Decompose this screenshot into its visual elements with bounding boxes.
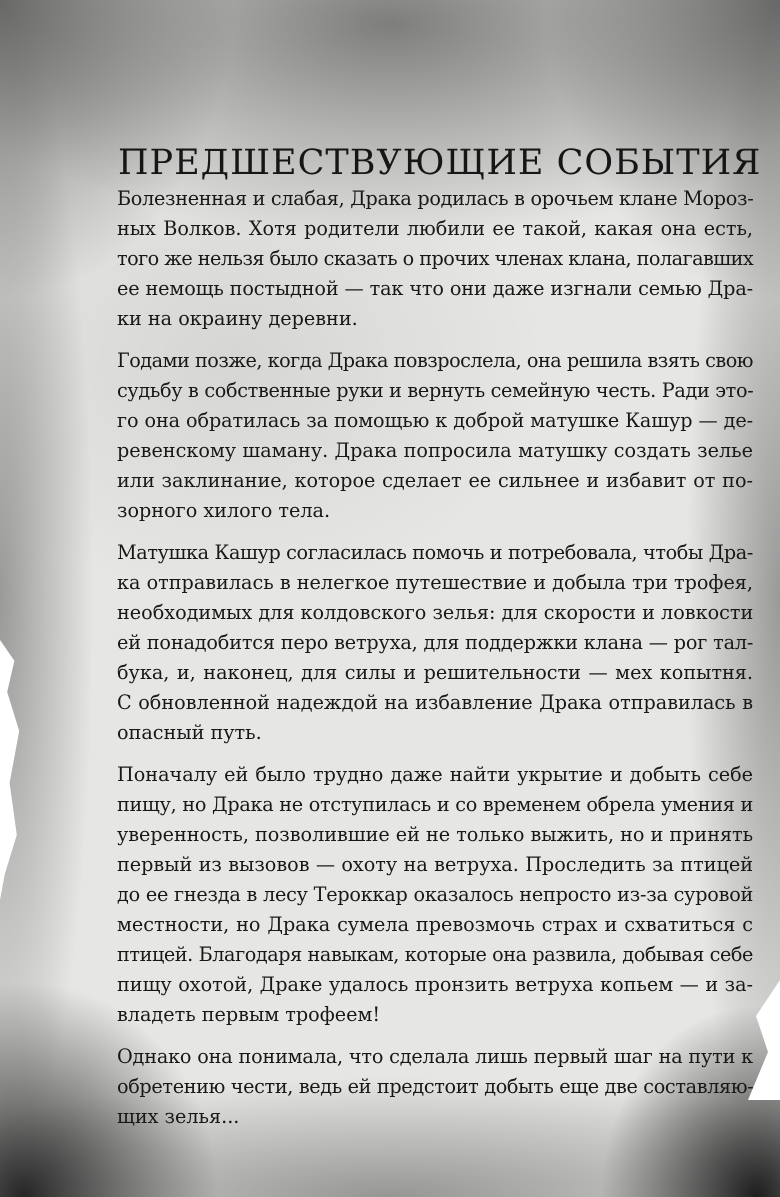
story-text xyxy=(117,184,753,1144)
text-line: опасный путь. xyxy=(117,721,262,744)
text-line: ее немощь постыдной — так что они даже изгнали семью Дра- xyxy=(117,277,753,300)
paragraph xyxy=(117,538,753,748)
text-line: ревенскому шаману. Драка попросила матушку создать зелье xyxy=(117,439,753,462)
text-line: Поначалу ей было трудно даже найти укрытие и добыть себе xyxy=(117,763,753,786)
text-line: пищу охотой, Драке удалось пронзить ветруха копьем — и за- xyxy=(117,973,753,996)
text-line: Годами позже, когда Драка повзрослела, она решила взять свою xyxy=(117,349,753,372)
text-line: местности, но Драка сумела превозмочь страх и схватиться с xyxy=(117,913,753,936)
paragraph xyxy=(117,760,753,1030)
text-line: щих зелья... xyxy=(117,1105,240,1128)
text-line: С обновленной надеждой на избавление Драка отправилась в xyxy=(117,691,753,714)
text-line: того же нельзя было сказать о прочих членах клана, полагавших xyxy=(117,247,754,270)
text-line: необходимых для колдовского зелья: для скорости и ловкости xyxy=(117,601,754,624)
text-line: судьбу в собственные руки и вернуть семейную честь. Ради это- xyxy=(117,379,754,402)
paragraph xyxy=(117,346,753,526)
text-line: пищу, но Драка не отступилась и со временем обрела умения и xyxy=(117,793,753,816)
text-line: го она обратилась за помощью к доброй матушке Кашур — де- xyxy=(117,409,753,432)
text-line: первый из вызовов — охоту на ветруха. Проследить за птицей xyxy=(117,853,753,876)
text-line: ей понадобится перо ветруха, для поддержки клана — рог тал- xyxy=(117,631,754,654)
text-line: уверенность, позволившие ей не только выжить, но и принять xyxy=(117,823,754,846)
text-line: птицей. Благодаря навыкам, которые она развила, добывая себе xyxy=(117,943,753,966)
text-line: ки на окраину деревни. xyxy=(117,307,358,330)
paragraph xyxy=(117,184,753,334)
text-line: ка отправилась в нелегкое путешествие и добыла три трофея, xyxy=(117,571,753,594)
text-line: бука, и, наконец, для силы и решительности — мех копытня. xyxy=(117,661,753,684)
text-line: владеть первым трофеем! xyxy=(117,1003,381,1026)
paragraph xyxy=(117,1042,753,1132)
text-line: ных Волков. Хотя родители любили ее такой, какая она есть, xyxy=(117,217,753,240)
page-title: ПРЕДШЕСТВУЮЩИЕ СОБЫТИЯ xyxy=(118,143,762,184)
text-line: Матушка Кашур согласилась помочь и потребовала, чтобы Дра- xyxy=(117,541,753,564)
text-line: до ее гнезда в лесу Тероккар оказалось непросто из-за суровой xyxy=(117,883,754,906)
text-line: или заклинание, которое сделает ее сильнее и избавит от по- xyxy=(117,469,753,492)
text-line: обретению чести, ведь ей предстоит добыть еще две составляю- xyxy=(117,1075,754,1098)
text-line: зорного хилого тела. xyxy=(117,499,331,522)
text-line: Однако она понимала, что сделала лишь первый шаг на пути к xyxy=(117,1045,753,1068)
text-line: Болезненная и слабая, Драка родилась в орочьем клане Мороз- xyxy=(117,187,754,210)
